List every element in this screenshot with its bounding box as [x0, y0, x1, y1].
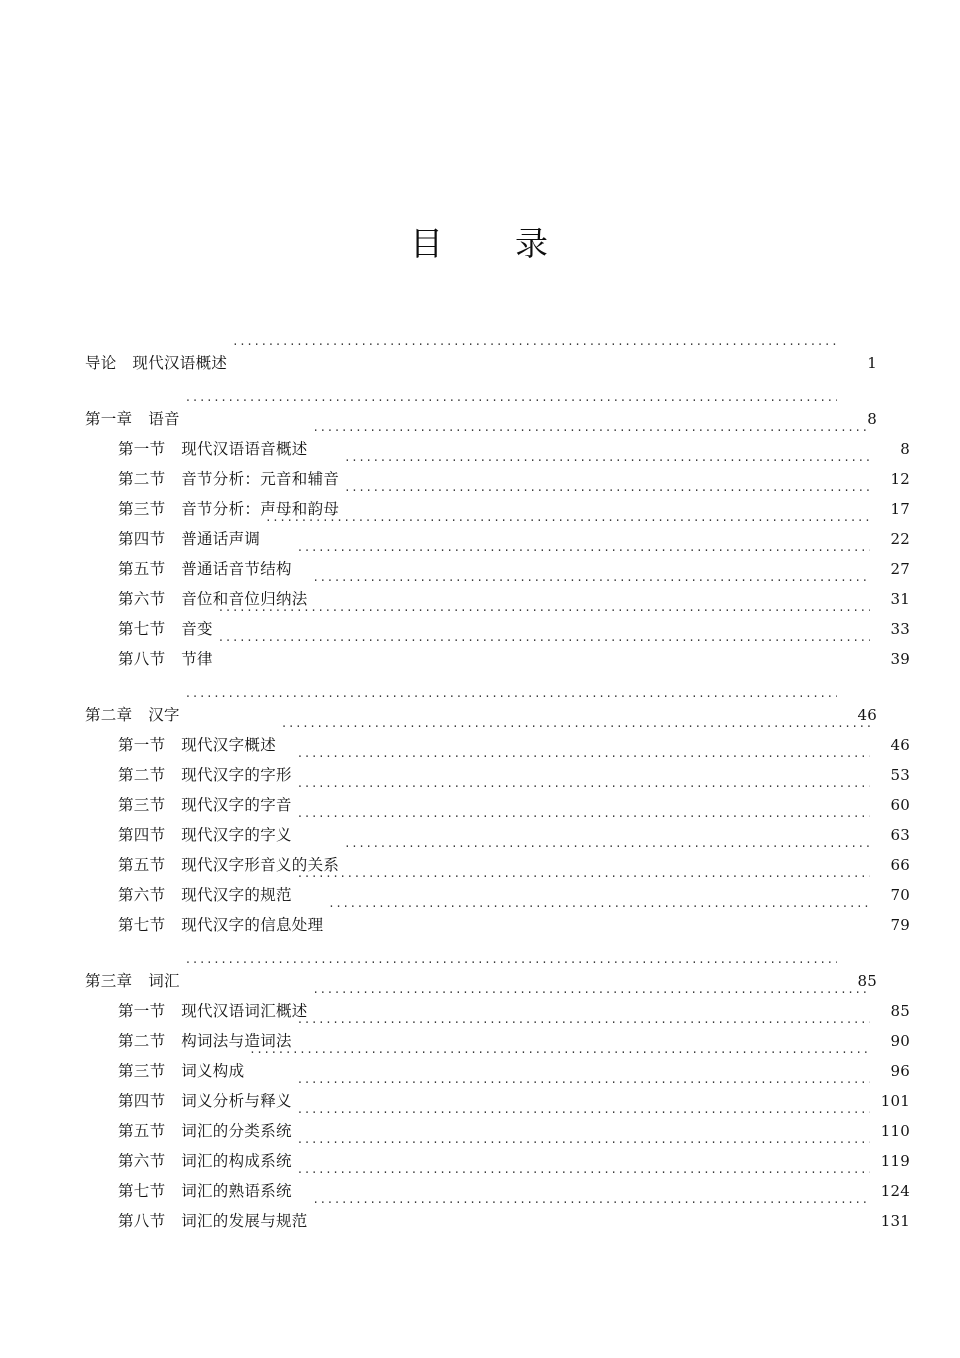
toc-page-number: 110 [880, 1122, 910, 1140]
toc-dot-leader [298, 750, 870, 780]
toc-page-number: 90 [890, 1032, 910, 1050]
toc-entry-label: 第七节 现代汉字的信息处理 [118, 916, 324, 934]
toc-page-number: 101 [880, 1092, 910, 1110]
toc-dot-leader [314, 1196, 870, 1226]
toc-dot-leader [186, 690, 837, 720]
toc-page-number: 17 [890, 500, 910, 518]
toc-dot-leader [186, 394, 837, 424]
toc-page-number: 119 [880, 1152, 910, 1170]
toc-entry-label: 第二章 汉字 [85, 706, 180, 724]
toc-dot-leader [314, 986, 870, 1016]
toc-page-number: 70 [890, 886, 910, 904]
toc-dot-leader [298, 780, 870, 810]
toc-dot-leader [282, 720, 870, 750]
toc-entry-label: 第四节 普通话声调 [118, 530, 261, 548]
toc-dot-leader [219, 634, 870, 664]
toc-page-number: 12 [890, 470, 910, 488]
toc-page-number: 39 [890, 650, 910, 668]
toc-page-number: 27 [890, 560, 910, 578]
toc-entry-label: 第二节 音节分析：元音和辅音 [118, 470, 340, 488]
toc-dot-leader [345, 454, 870, 484]
toc-entry-label: 第四节 现代汉字的字义 [118, 826, 292, 844]
toc-entry-label: 第一节 现代汉字概述 [118, 736, 277, 754]
toc-entry-label: 第一节 现代汉语词汇概述 [118, 1002, 308, 1020]
toc-dot-leader [298, 1136, 870, 1166]
toc-entry-label: 第一章 语音 [85, 410, 180, 428]
toc-entry-label: 第三节 词义构成 [118, 1062, 245, 1080]
toc-dot-leader [314, 424, 870, 454]
toc-page-number: 131 [880, 1212, 910, 1230]
toc-dot-leader [314, 574, 870, 604]
toc-page-number: 85 [890, 1002, 910, 1020]
toc-page-number: 96 [890, 1062, 910, 1080]
toc-entry-label: 第四节 词义分析与释义 [118, 1092, 292, 1110]
toc-group-introduction [85, 338, 877, 372]
toc-dot-leader [329, 900, 870, 930]
toc-entry-label: 第五节 现代汉字形音义的关系 [118, 856, 340, 874]
toc-group-chapter-3 [85, 956, 910, 1230]
toc-dot-leader [233, 338, 837, 368]
page-title: 目 录 [410, 224, 550, 263]
toc-page-number: 63 [890, 826, 910, 844]
toc-page-number: 33 [890, 620, 910, 638]
toc-dot-leader [298, 1076, 870, 1106]
toc-dot-leader [345, 840, 870, 870]
toc-group-chapter-2 [85, 690, 910, 934]
toc-dot-leader [345, 484, 870, 514]
toc-section-entry[interactable] [85, 720, 910, 754]
toc-entry-label: 第三节 现代汉字的字音 [118, 796, 292, 814]
toc-dot-leader [250, 1046, 870, 1076]
toc-dot-leader [298, 544, 870, 574]
toc-page-number: 85 [857, 972, 877, 990]
toc-chapter-entry[interactable] [85, 394, 877, 428]
toc-entry-label: 第六节 词汇的构成系统 [118, 1152, 292, 1170]
toc-dot-leader [298, 870, 870, 900]
toc-page-number: 124 [880, 1182, 910, 1200]
toc-dot-leader [298, 1166, 870, 1196]
toc-entry-label: 第六节 现代汉字的规范 [118, 886, 292, 904]
toc-page-number: 8 [900, 440, 910, 458]
toc-section-entry[interactable] [85, 424, 910, 458]
toc-group-chapter-1 [85, 394, 910, 668]
toc-page-number: 8 [867, 410, 877, 428]
toc-entry-label: 第八节 词汇的发展与规范 [118, 1212, 308, 1230]
toc-dot-leader [266, 514, 870, 544]
toc-entry-label: 第八节 节律 [118, 650, 213, 668]
toc-page-number: 46 [857, 706, 877, 724]
toc-entry-label: 第七节 音变 [118, 620, 213, 638]
toc-page-number: 22 [890, 530, 910, 548]
toc-dot-leader [186, 956, 837, 986]
toc-dot-leader [298, 1106, 870, 1136]
toc-entry-label: 第三节 音节分析：声母和韵母 [118, 500, 340, 518]
toc-chapter-entry[interactable] [85, 338, 877, 372]
toc-entry-label: 第一节 现代汉语语音概述 [118, 440, 308, 458]
toc-dot-leader [298, 810, 870, 840]
toc-entry-label: 第五节 普通话音节结构 [118, 560, 292, 578]
toc-dot-leader [298, 1016, 870, 1046]
toc-entry-label: 导论 现代汉语概述 [85, 354, 228, 372]
toc-page-number: 79 [890, 916, 910, 934]
toc-entry-label: 第二节 现代汉字的字形 [118, 766, 292, 784]
toc-chapter-entry[interactable] [85, 956, 877, 990]
toc-page-number: 31 [890, 590, 910, 608]
toc-chapter-entry[interactable] [85, 690, 877, 724]
toc-section-entry[interactable] [85, 986, 910, 1020]
toc-entry-label: 第七节 词汇的熟语系统 [118, 1182, 292, 1200]
table-of-contents [85, 338, 910, 1230]
toc-page-number: 66 [890, 856, 910, 874]
toc-page-number: 53 [890, 766, 910, 784]
toc-entry-label: 第二节 构词法与造词法 [118, 1032, 292, 1050]
toc-page-number: 60 [890, 796, 910, 814]
toc-entry-label: 第五节 词汇的分类系统 [118, 1122, 292, 1140]
toc-page-number: 46 [890, 736, 910, 754]
toc-entry-label: 第三章 词汇 [85, 972, 180, 990]
toc-dot-leader [219, 604, 870, 634]
toc-page-number: 1 [867, 354, 877, 372]
toc-entry-label: 第六节 音位和音位归纳法 [118, 590, 308, 608]
